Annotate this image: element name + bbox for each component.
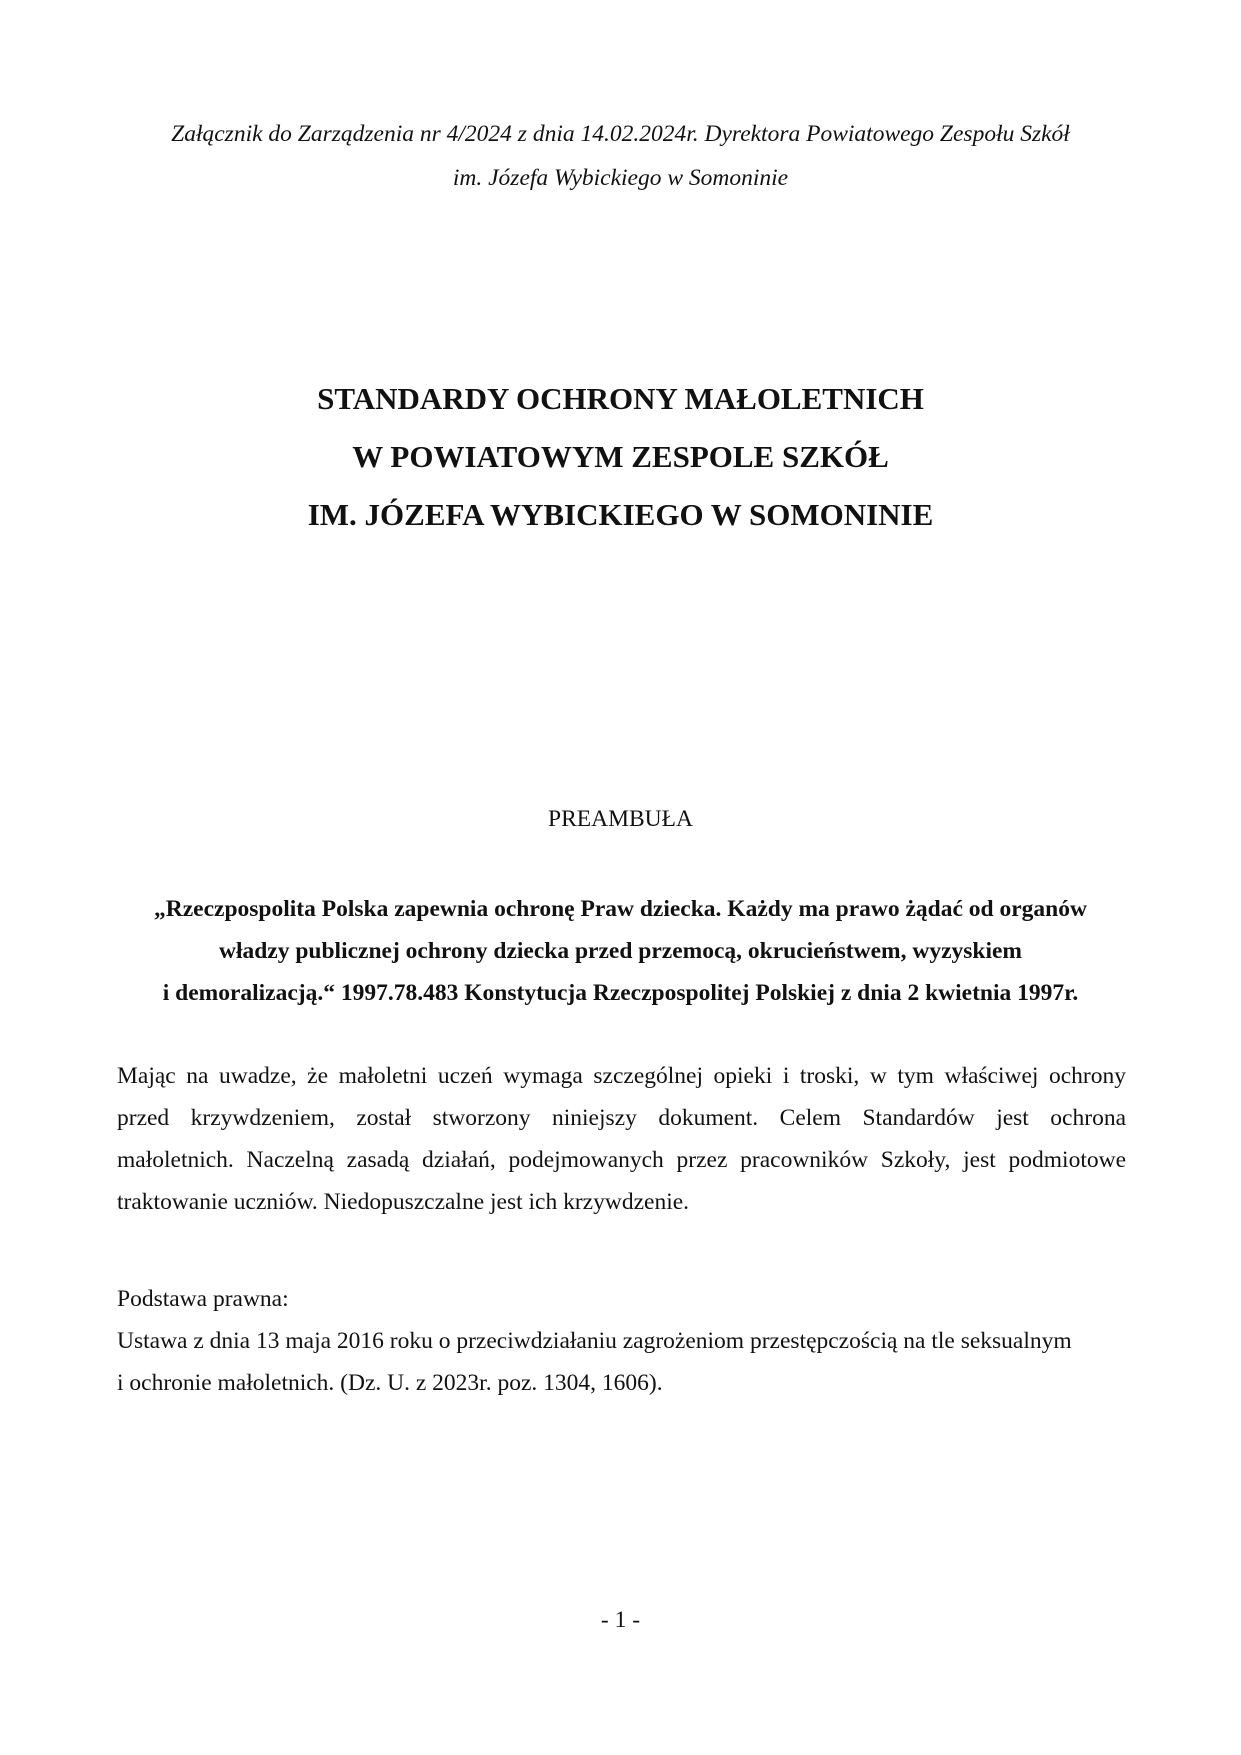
paragraph-line-3: małoletnich. Naczelną zasadą działań, podejmowanych przez pracowników Szkoły, jest podmiotowe (117, 1147, 1126, 1173)
quote-line-2: władzy publicznej ochrony dziecka przed przemocą, okrucieństwem, wyzyskiem (218, 938, 1023, 964)
paragraph-line-1: Mając na uwadze, że małoletni uczeń wymaga szczególnej opieki i troski, w tym właściwej ochrony (117, 1063, 1126, 1089)
quote-line-3: i demoralizacją.“ 1997.78.483 Konstytucja Rzeczpospolitej Polskiej z dnia 2 kwietnia 1997r. (162, 980, 1079, 1006)
title-line-2: W POWIATOWYM ZESPOLE SZKÓŁ (352, 439, 889, 474)
attachment-note-line-1: Załącznik do Zarządzenia nr 4/2024 z dnia 14.02.2024r. Dyrektora Powiatowego Zespołu Szkół (171, 121, 1070, 147)
preamble-heading: PREAMBUŁA (548, 806, 693, 832)
paragraph-line-2: przed krzywdzeniem, został stworzony niniejszy dokument. Celem Standardów jest ochrona (117, 1105, 1126, 1131)
paragraph-line-4: traktowanie uczniów. Niedopuszczalne jest ich krzywdzenie. (117, 1189, 690, 1215)
legal-basis-label: Podstawa prawna: (117, 1286, 289, 1312)
quote-line-1: „Rzeczpospolita Polska zapewnia ochronę Praw dziecka. Każdy ma prawo żądać od organów (154, 896, 1087, 922)
attachment-note (100, 112, 1141, 200)
legal-basis-line-1: Ustawa z dnia 13 maja 2016 roku o przeciwdziałaniu zagrożeniom przestępczością na tle seksualnym (117, 1328, 1072, 1354)
legal-basis-line-2: i ochronie małoletnich. (Dz. U. z 2023r. poz. 1304, 1606). (117, 1370, 663, 1396)
title-line-3: IM. JÓZEFA WYBICKIEGO W SOMONINIE (307, 497, 934, 532)
attachment-note-line-2: im. Józefa Wybickiego w Somoninie (452, 165, 789, 191)
document-title (100, 370, 1141, 544)
preamble-paragraph (117, 1055, 1126, 1223)
title-line-1: STANDARDY OCHRONY MAŁOLETNICH (317, 381, 924, 416)
page-number: - 1 - (600, 1607, 641, 1633)
legal-basis (117, 1278, 1126, 1404)
constitution-quote (100, 888, 1141, 1014)
